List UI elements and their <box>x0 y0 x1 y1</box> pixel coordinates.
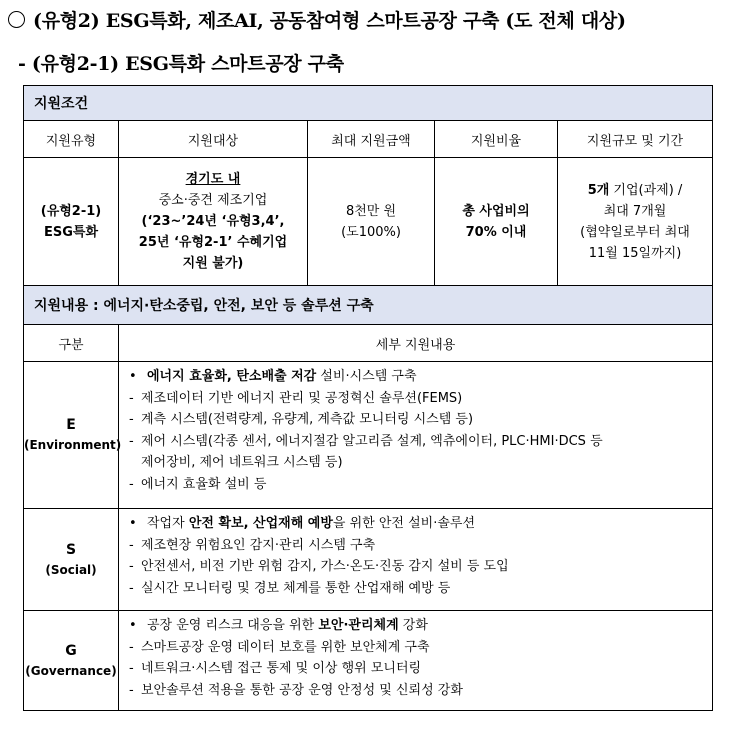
header-scale-period: 지원규모 및 기간 <box>558 121 713 158</box>
header-ratio: 지원비율 <box>435 121 558 158</box>
target-line: 지원 불가) <box>182 256 244 271</box>
bullet-text: 을 위한 안전 설비·솔루션 <box>332 516 476 531</box>
type-line: (유형2-1) <box>40 203 102 219</box>
category-s <box>24 509 119 611</box>
heading-text: (유형2) ESG특화, 제조AI, 공동참여형 스마트공장 구축 (도 전체 대상) <box>33 10 626 32</box>
header-max-amount: 최대 지원금액 <box>308 121 435 158</box>
cell-target <box>119 158 308 286</box>
dash-icon: - <box>129 682 134 698</box>
header-details: 세부 지원내용 <box>119 325 713 362</box>
dash-icon: - <box>129 559 134 574</box>
bullet-text: 강화 <box>398 618 428 633</box>
ratio-line: 총 사업비의 <box>462 203 530 219</box>
detail-text: 에너지 효율화 설비 등 <box>141 476 267 492</box>
detail-item <box>129 474 704 496</box>
scale-count-rest: 기업(과제) / <box>609 182 683 198</box>
detail-item <box>129 578 704 600</box>
target-line: (‘23~’24년 ‘유형3,4’, <box>141 214 285 229</box>
scale-line <box>558 180 712 201</box>
bullet-bold-text: 보안·관리체계 <box>318 618 399 633</box>
detail-item <box>129 535 704 557</box>
category-name: (Governance) <box>25 663 117 678</box>
detail-text: 실시간 모니터링 및 경보 체계를 통한 산업재해 예방 등 <box>141 580 451 596</box>
content-section-title: 지원내용 : 에너지·탄소중립, 안전, 보안 등 솔루션 구축 <box>24 286 713 325</box>
category-letter: S <box>65 541 77 558</box>
detail-text: 보안솔루션 적용을 통한 공장 운영 안정성 및 신뢰성 강화 <box>141 682 463 698</box>
amount-line: 8천만 원 <box>345 203 397 219</box>
category-name: (Social) <box>45 562 97 577</box>
bullet-text: 작업자 <box>147 516 189 531</box>
bullet-bold-text: 에너지 효율화, 탄소배출 저감 <box>147 369 317 384</box>
category-name: (Environment) <box>24 438 122 452</box>
detail-text: 제조현장 위험요인 감지·관리 시스템 구축 <box>141 537 376 553</box>
detail-item <box>129 658 704 680</box>
dash-icon: - <box>129 476 134 492</box>
target-region: 경기도 내 <box>185 172 241 187</box>
amount-line: (도100%) <box>341 224 401 240</box>
bullet-text: 공장 운영 리스크 대응을 위한 <box>147 618 319 633</box>
type-line: ESG특화 <box>43 224 99 240</box>
detail-text: 스마트공장 운영 데이터 보호를 위한 보안체계 구축 <box>141 639 430 655</box>
detail-bullet <box>129 615 704 637</box>
dash-icon: - <box>129 580 134 596</box>
bullet-icon: • <box>129 618 137 633</box>
category-g <box>24 611 119 711</box>
cell-scale <box>558 158 713 286</box>
details-e <box>119 362 713 509</box>
detail-text: 제조데이터 기반 에너지 관리 및 공정혁신 솔루션(FEMS) <box>141 390 463 406</box>
detail-text: 네트워크·시스템 접근 통제 및 이상 행위 모니터링 <box>141 661 422 676</box>
document-heading <box>8 6 626 33</box>
scale-line: (협약일로부터 최대 <box>580 224 690 240</box>
target-line: 25년 ‘유형2-1’ 수혜기업 <box>138 235 288 250</box>
dash-icon: - <box>129 661 134 676</box>
scale-line: 최대 7개월 <box>603 203 667 219</box>
category-letter: G <box>65 642 77 659</box>
bullet-icon: • <box>129 516 137 531</box>
detail-item <box>129 556 704 578</box>
detail-bullet <box>129 513 704 535</box>
detail-text: 계측 시스템(전력량계, 유량계, 계측값 모니터링 시스템 등) <box>141 412 474 427</box>
details-s <box>119 509 713 611</box>
scale-count: 5개 <box>587 182 610 198</box>
header-category: 구분 <box>24 325 119 362</box>
detail-item <box>129 388 704 410</box>
bullet-bold-text: 안전 확보, 산업재해 예방 <box>188 516 333 531</box>
dash-icon: - <box>129 537 134 553</box>
detail-item <box>129 637 704 659</box>
detail-item <box>129 409 704 431</box>
header-type: 지원유형 <box>24 121 119 158</box>
dash-icon: - <box>129 433 134 449</box>
dash-icon: - <box>129 639 134 655</box>
document-subheading: - (유형2-1) ESG특화 스마트공장 구축 <box>18 53 344 75</box>
conditions-section-title: 지원조건 <box>24 86 713 121</box>
detail-item <box>129 680 704 702</box>
target-line: 중소·중견 제조기업 <box>158 193 268 208</box>
bullet-icon: • <box>129 369 137 384</box>
dash-icon: - <box>129 412 134 427</box>
detail-item <box>129 431 704 453</box>
cell-type <box>24 158 119 286</box>
cell-ratio <box>435 158 558 286</box>
ratio-line: 70% 이내 <box>465 224 527 240</box>
dash-icon: - <box>129 390 134 406</box>
detail-bullet <box>129 366 704 388</box>
support-table <box>23 85 713 711</box>
category-letter: E <box>66 417 76 433</box>
cell-amount <box>308 158 435 286</box>
scale-line: 11월 15일까지) <box>588 245 682 261</box>
bullet-text: 설비·시스템 구축 <box>316 369 417 384</box>
details-g <box>119 611 713 711</box>
category-e <box>24 362 122 509</box>
circle-bullet-icon <box>8 11 25 28</box>
detail-text: 안전센서, 비전 기반 위험 감지, 가스·온도·진동 감지 설비 등 도입 <box>141 559 509 574</box>
header-target: 지원대상 <box>119 121 308 158</box>
detail-item-continuation: 제어장비, 제어 네트워크 시스템 등) <box>141 455 343 470</box>
detail-text: 제어 시스템(각종 센서, 에너지절감 알고리즘 설계, 엑츄에이터, PLC·HMI·DCS 등 <box>141 433 603 449</box>
